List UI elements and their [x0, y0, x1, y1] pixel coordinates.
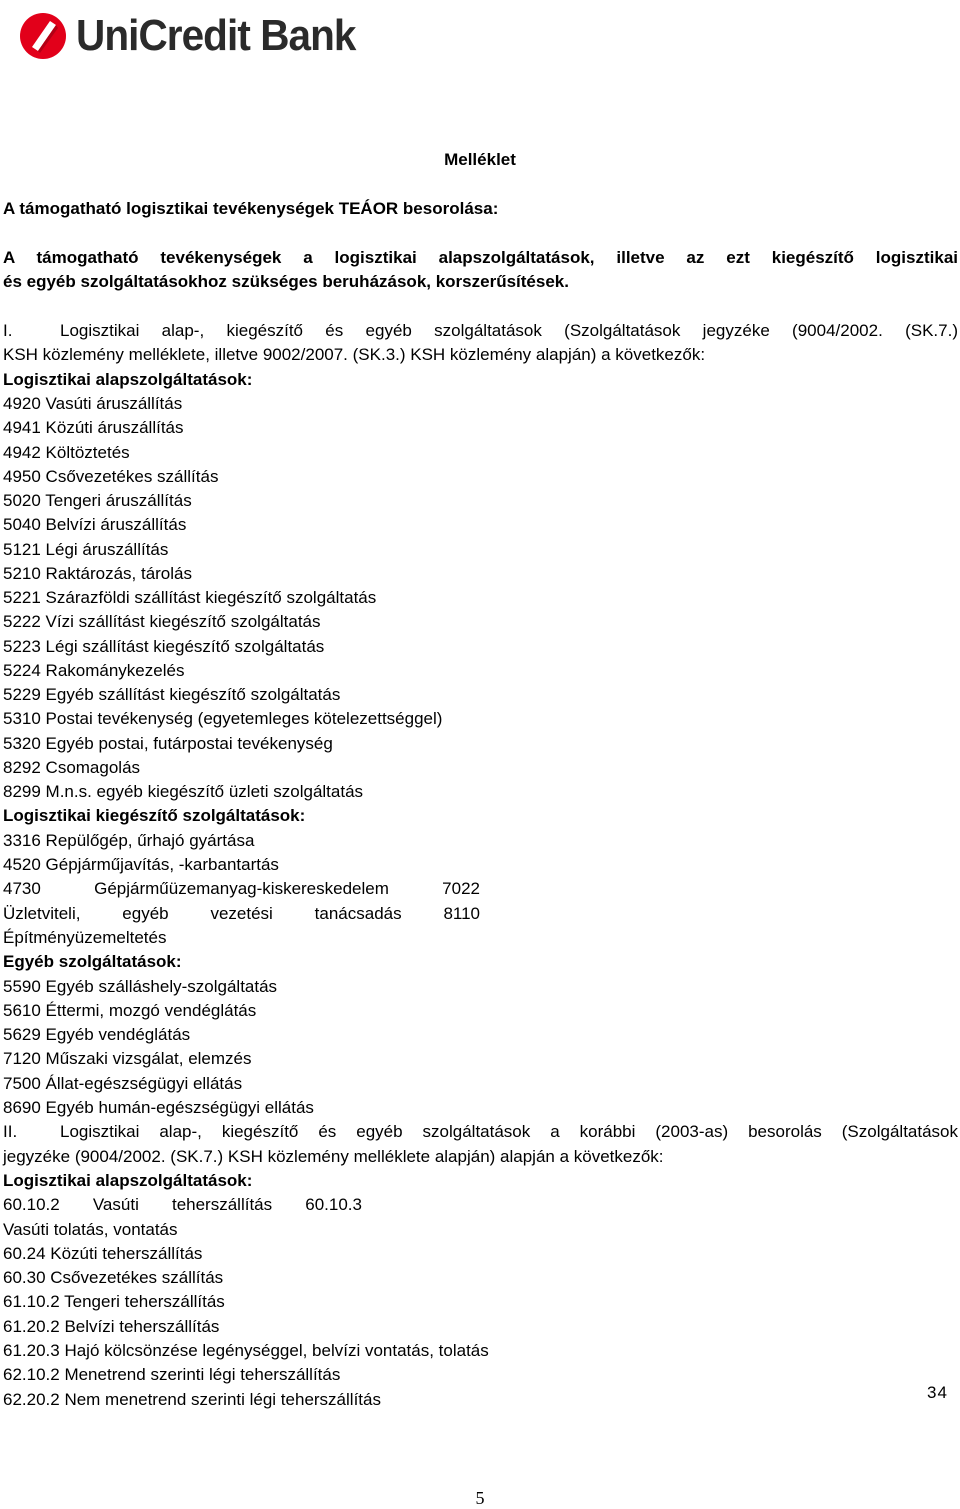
list-item: 61.20.3 Hajó kölcsönzése legénységgel, belvízi vontatás, tolatás [3, 1341, 489, 1360]
section1-line2: KSH közlemény melléklete, illetve 9002/2007. (SK.3.) KSH közlemény alapján) a következők: [3, 345, 706, 364]
list-item: 61.10.2 Tengeri teherszállítás [3, 1292, 225, 1311]
section2-basic-heading: Logisztikai alapszolgáltatások: [3, 1171, 253, 1190]
list-item: 7500 Állat-egészségügyi ellátás [3, 1074, 243, 1093]
unicredit-logo [18, 8, 380, 64]
section1-header [3, 321, 958, 341]
list-item: 5590 Egyéb szálláshely-szolgáltatás [3, 977, 278, 996]
page-number-right: 34 [927, 1383, 948, 1402]
intro-line-1: A támogatható tevékenységek a logisztikai alapszolgáltatások, illetve az ezt kiegészítő logisztikai [3, 248, 958, 267]
section1-other-heading: Egyéb szolgáltatások: [3, 952, 182, 971]
logo-text: UniCredit Bank [76, 11, 356, 60]
list-item: 4520 Gépjárműjavítás, -karbantartás [3, 855, 279, 874]
section1-supplementary-heading: Logisztikai kiegészítő szolgáltatások: [3, 806, 306, 825]
list-item: 5224 Rakománykezelés [3, 661, 185, 680]
list-item: 4950 Csővezetékes szállítás [3, 467, 219, 486]
list-item: 5223 Légi szállítást kiegészítő szolgáltatás [3, 637, 325, 656]
page-number-bottom: 5 [475, 1488, 485, 1508]
list-item: 8690 Egyéb humán-egészségügyi ellátás [3, 1098, 314, 1117]
list-item: 5121 Légi áruszállítás [3, 540, 169, 559]
section2-line2: jegyzéke (9004/2002. (SK.7.) KSH közlemény melléklete alapján) alapján a következők: [3, 1147, 664, 1166]
list-item: 5040 Belvízi áruszállítás [3, 515, 187, 534]
list-item: 4941 Közúti áruszállítás [3, 418, 184, 437]
list-item: 5222 Vízi szállítást kiegészítő szolgáltatás [3, 612, 321, 631]
list-item: 4920 Vasúti áruszállítás [3, 394, 183, 413]
list-item: Építményüzemeltetés [3, 928, 167, 947]
list-item: Vasúti tolatás, vontatás [3, 1220, 178, 1239]
list-item: 5020 Tengeri áruszállítás [3, 491, 192, 510]
list-item: Üzletviteli, egyéb vezetési tanácsadás 8110 [3, 904, 480, 923]
list-item: 60.24 Közúti teherszállítás [3, 1244, 203, 1263]
list-item: 7120 Műszaki vizsgálat, elemzés [3, 1049, 252, 1068]
list-item: 61.20.2 Belvízi teherszállítás [3, 1317, 220, 1336]
section2-line1: Logisztikai alap-, kiegészítő és egyéb szolgáltatások a korábbi (2003-as) besorolás (Szolgáltatások [60, 1122, 958, 1141]
list-item: 3316 Repülőgép, űrhajó gyártása [3, 831, 255, 850]
list-item: 4942 Költöztetés [3, 443, 130, 462]
list-item: 5221 Szárazföldi szállítást kiegészítő szolgáltatás [3, 588, 377, 607]
list-item: 5210 Raktározás, tárolás [3, 564, 192, 583]
list-item: 62.20.2 Nem menetrend szerinti légi teherszállítás [3, 1390, 381, 1409]
unicredit-emblem-icon [18, 11, 68, 61]
list-item: 8299 M.n.s. egyéb kiegészítő üzleti szolgáltatás [3, 782, 364, 801]
list-item: 5320 Egyéb postai, futárpostai tevékenység [3, 734, 333, 753]
list-item: 5610 Éttermi, mozgó vendéglátás [3, 1001, 257, 1020]
list-item: 60.30 Csővezetékes szállítás [3, 1268, 224, 1287]
list-item: 8292 Csomagolás [3, 758, 141, 777]
list-item: 4730 Gépjárműüzemanyag-kiskereskedelem 7022 [3, 879, 480, 898]
list-item: 5229 Egyéb szállítást kiegészítő szolgáltatás [3, 685, 341, 704]
section2-header [3, 1122, 958, 1142]
list-item: 60.10.2 Vasúti teherszállítás 60.10.3 [3, 1195, 362, 1214]
intro-line-2: és egyéb szolgáltatásokhoz szükséges beruházások, korszerűsítések. [3, 272, 569, 291]
section1-roman: I. [3, 321, 13, 340]
subtitle: A támogatható logisztikai tevékenységek TEÁOR besorolása: [3, 199, 499, 218]
section1-basic-heading: Logisztikai alapszolgáltatások: [3, 370, 253, 389]
list-item: 5629 Egyéb vendéglátás [3, 1025, 191, 1044]
section2-roman: II. [3, 1122, 18, 1141]
section1-line1: Logisztikai alap-, kiegészítő és egyéb szolgáltatások (Szolgáltatások jegyzéke (9004/2002. (SK.7.) [60, 321, 958, 340]
page-title: Melléklet [444, 150, 516, 169]
list-item: 5310 Postai tevékenység (egyetemleges kötelezettséggel) [3, 709, 443, 728]
list-item: 62.10.2 Menetrend szerinti légi teherszállítás [3, 1365, 341, 1384]
